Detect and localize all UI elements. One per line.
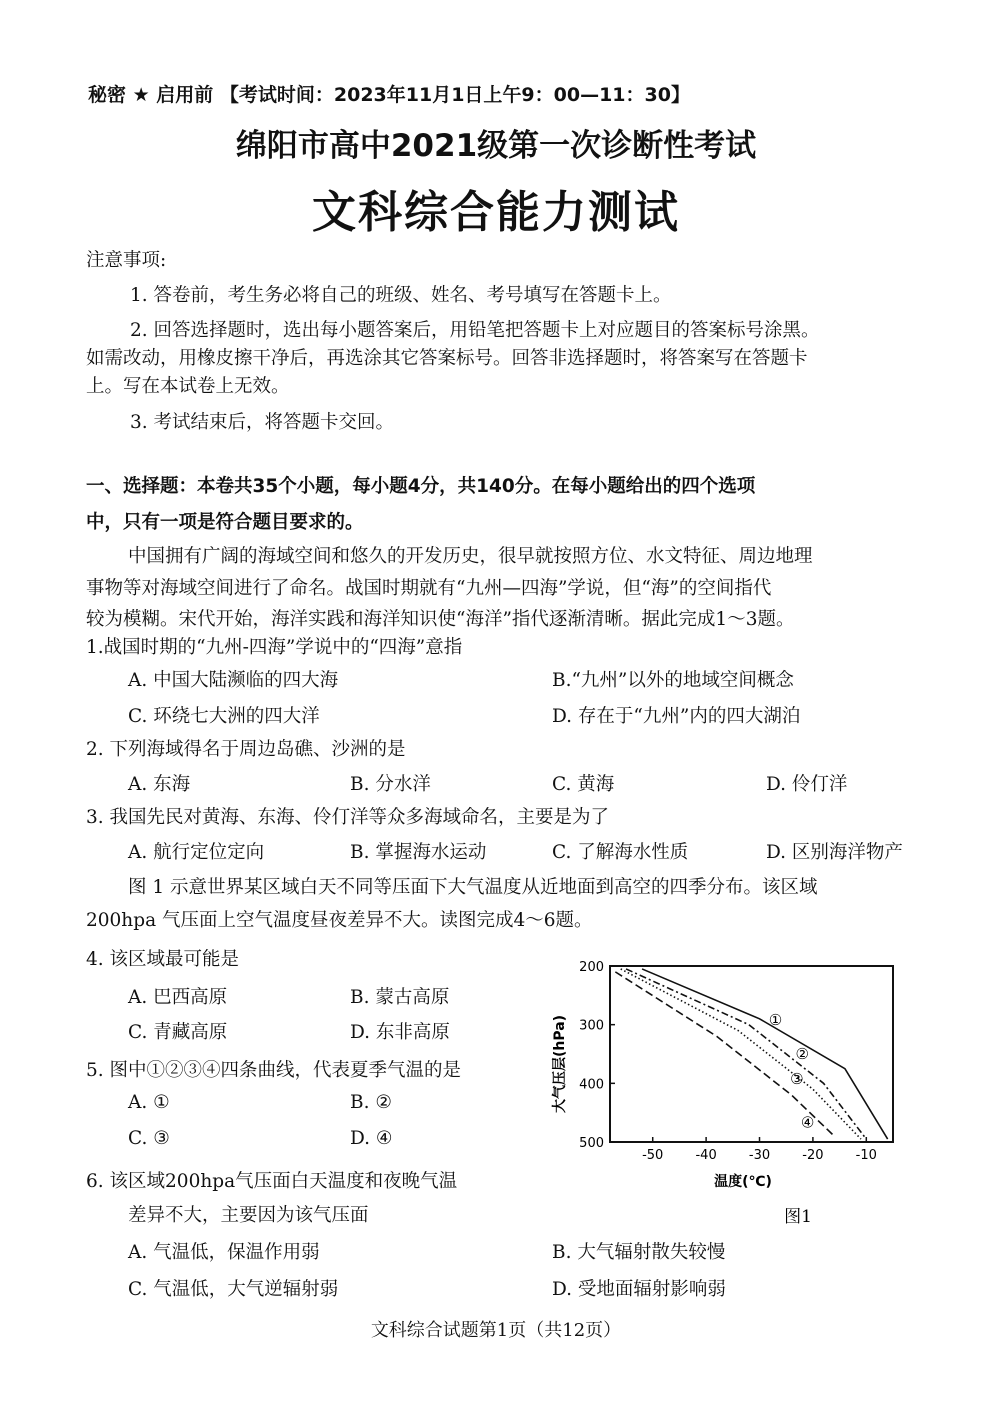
question-stem: 6. 该区域200hpa气压面白天温度和夜晚气温 bbox=[86, 1171, 458, 1192]
option-b: B. 掌握海水运动 bbox=[350, 842, 487, 863]
notice-heading: 注意事项: bbox=[86, 250, 167, 271]
exam-title: 绵阳市高中2021级第一次诊断性考试 bbox=[235, 128, 757, 164]
option-c: C. 黄海 bbox=[552, 774, 615, 795]
option-b: B. 分水洋 bbox=[350, 774, 431, 795]
confidential-header: 秘密 ★ 启用前 【考试时间：2023年11月1日上午9：00—11：30】 bbox=[88, 84, 690, 106]
exam-subtitle: 文科综合能力测试 bbox=[312, 187, 680, 238]
y-axis-label: 大气压层(hPa) bbox=[552, 1014, 568, 1114]
figure-caption: 图1 bbox=[784, 1207, 812, 1227]
option-d: D. 区别海洋物产 bbox=[766, 842, 903, 863]
option-d: D. ④ bbox=[350, 1128, 393, 1149]
notice-item: 上。写在本试卷上无效。 bbox=[86, 376, 290, 397]
option-c: C. 青藏高原 bbox=[128, 1022, 228, 1043]
option-c: C. 环绕七大洲的四大洋 bbox=[128, 706, 320, 727]
option-a: A. 中国大陆濒临的四大海 bbox=[128, 670, 339, 691]
temperature-pressure-chart bbox=[548, 952, 938, 1242]
option-b: B. ② bbox=[350, 1092, 392, 1113]
y-tick-label: 200 bbox=[579, 960, 604, 975]
option-a: A. ① bbox=[128, 1092, 170, 1113]
question-stem: 4. 该区域最可能是 bbox=[86, 949, 240, 970]
section-heading: 一、选择题：本卷共35个小题，每小题4分，共140分。在每小题给出的四个选项 bbox=[86, 476, 756, 497]
series-label-4: ④ bbox=[800, 1113, 815, 1132]
series-line-3 bbox=[621, 969, 861, 1139]
notice-item: 2. 回答选择题时，选出每小题答案后，用铅笔把答题卡上对应题目的答案标号涂黑。 bbox=[130, 320, 820, 341]
question-stem: 3. 我国先民对黄海、东海、伶仃洋等众多海域命名，主要是为了 bbox=[86, 807, 610, 828]
option-b: B. 大气辐射散失较慢 bbox=[552, 1242, 726, 1263]
option-d: D. 东非高原 bbox=[350, 1022, 450, 1043]
option-b: B. 蒙古高原 bbox=[350, 987, 450, 1008]
option-d: D. 受地面辐射影响弱 bbox=[552, 1279, 726, 1300]
question-stem: 2. 下列海域得名于周边岛礁、沙洲的是 bbox=[86, 739, 406, 760]
series-line-1 bbox=[642, 969, 888, 1139]
option-a: A. 气温低，保温作用弱 bbox=[128, 1242, 320, 1263]
plot-frame bbox=[610, 966, 893, 1142]
section-heading-cont: 中，只有一项是符合题目要求的。 bbox=[86, 512, 364, 533]
series-label-2: ② bbox=[795, 1045, 809, 1063]
option-c: C. ③ bbox=[128, 1128, 170, 1149]
notice-item: 3. 考试结束后，将答题卡交回。 bbox=[130, 412, 395, 433]
option-c: C. 了解海水性质 bbox=[552, 842, 689, 863]
page-footer: 文科综合试题第1页（共12页） bbox=[370, 1320, 622, 1341]
series-label-3: ③ bbox=[790, 1070, 804, 1089]
series-line-2 bbox=[626, 969, 866, 1139]
x-tick-label: -20 bbox=[802, 1148, 824, 1163]
question-stem: 5. 图中①②③④四条曲线，代表夏季气温的是 bbox=[86, 1060, 462, 1081]
x-tick-label: -50 bbox=[642, 1148, 664, 1163]
option-c: C. 气温低，大气逆辐射弱 bbox=[128, 1279, 339, 1300]
option-d: D. 存在于“九州”内的四大湖泊 bbox=[552, 706, 801, 727]
option-a: A. 东海 bbox=[128, 774, 191, 795]
passage-line: 事物等对海域空间进行了命名。战国时期就有“九州—四海”学说，但“海”的空间指代 bbox=[86, 578, 772, 599]
passage-line: 中国拥有广阔的海域空间和悠久的开发历史，很早就按照方位、水文特征、周边地理 bbox=[128, 546, 813, 567]
question-stem-cont: 差异不大，主要因为该气压面 bbox=[128, 1205, 369, 1226]
notice-item: 1. 答卷前，考生务必将自己的班级、姓名、考号填写在答题卡上。 bbox=[130, 285, 672, 306]
passage-line: 图 1 示意世界某区域白天不同等压面下大气温度从近地面到高空的四季分布。该区域 bbox=[128, 877, 818, 898]
y-tick-label: 400 bbox=[579, 1077, 604, 1093]
x-tick-label: -40 bbox=[695, 1148, 717, 1163]
x-axis-label: 温度(℃) bbox=[714, 1174, 772, 1190]
option-a: A. 航行定位定向 bbox=[128, 842, 265, 863]
x-tick-label: -30 bbox=[748, 1148, 771, 1163]
passage-line: 较为模糊。宋代开始，海洋实践和海洋知识使“海洋”指代逐渐清晰。据此完成1～3题。 bbox=[86, 609, 795, 630]
x-tick-label: -10 bbox=[855, 1148, 877, 1163]
option-a: A. 巴西高原 bbox=[128, 987, 228, 1008]
notice-item: 如需改动，用橡皮擦干净后，再选涂其它答案标号。回答非选择题时，将答案写在答题卡 bbox=[86, 348, 808, 369]
y-tick-label: 300 bbox=[579, 1018, 604, 1034]
option-d: D. 伶仃洋 bbox=[766, 774, 848, 795]
series-label-1: ① bbox=[768, 1010, 783, 1029]
y-tick-label: 500 bbox=[579, 1136, 604, 1151]
passage-line: 200hpa 气压面上空气温度昼夜差异不大。读图完成4～6题。 bbox=[86, 910, 593, 931]
option-b: B.“九州”以外的地域空间概念 bbox=[552, 670, 794, 691]
question-stem: 1.战国时期的“九州-四海”学说中的“四海”意指 bbox=[86, 637, 463, 658]
